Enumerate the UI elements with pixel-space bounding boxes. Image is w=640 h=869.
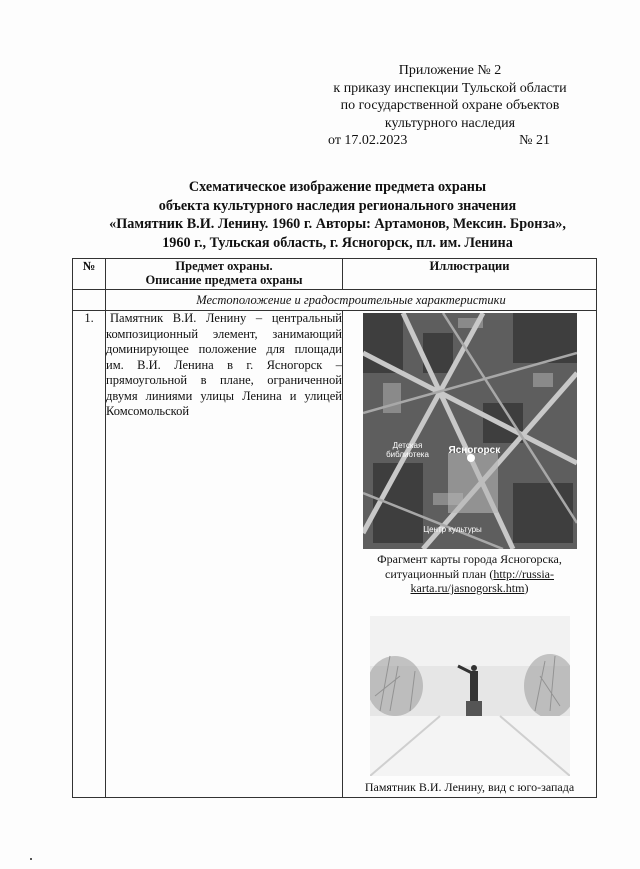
order-number: № 21 [519,133,550,148]
protection-table [72,258,597,798]
title-line: «Памятник В.И. Ленину. 1960 г. Авторы: Артамонов, Мексин. Бронза», [109,216,566,232]
header-desc-line: Предмет охраны. [175,259,273,273]
map-label-city: Ясногорск [448,445,501,456]
annex-order-line: по государственной охране объектов [340,98,560,113]
section-title: Местоположение и градостроительные характеристики [106,290,597,311]
header-description [106,259,343,290]
header-desc-line: Описание предмета охраны [145,273,303,287]
annex-date-line [328,132,550,150]
annex-order-line: к приказу инспекции Тульской области [333,80,567,96]
annex-header [300,62,600,150]
annex-number: Приложение № 2 [398,63,502,78]
monument-photo [370,616,570,776]
map-caption-text: ситуационный план ( [385,566,494,581]
title-line: Схематическое изображение предмета охраны [188,179,487,195]
map-caption-text: ) [524,581,529,595]
title-line: 1960 г., Тульская область, г. Ясногорск, пл. им. Ленина [162,234,513,251]
scan-speck [30,858,32,860]
row-number: 1. [73,311,106,798]
header-num: № [73,259,106,290]
map-caption [343,552,596,596]
satellite-map-image [363,313,577,549]
header-illustrations: Иллюстрации [343,259,597,290]
map-source-link[interactable]: http://russia-karta.ru/jasnogorsk.htm [410,566,554,595]
row-illustrations [343,311,597,798]
table-header-row [73,259,597,290]
row-description: Памятник В.И. Ленину – центральный композиционный элемент, занимающий доминирующее положение для площади им. В.И. Ленина в г. Ясногорск – прямоугольной в плане, ограниченной двумя линиями улицы Ленина и улицей Комсомольской [106,311,343,798]
map-caption-line: Фрагмент карты города Ясногорска, [377,552,562,566]
map-caption-line [343,567,596,596]
title-line: объекта культурного наследия регионального значения [158,197,517,214]
map-label-library: Детская библиотека [386,441,429,459]
document-title [60,178,615,252]
order-date: от 17.02.2023 [328,133,408,148]
section-row [73,290,597,311]
photo-caption: Памятник В.И. Ленину, вид с юго-запада [364,779,575,794]
map-label-center: Центр культуры [423,525,482,534]
table-row [73,311,597,798]
annex-order-line: культурного наследия [384,115,516,131]
